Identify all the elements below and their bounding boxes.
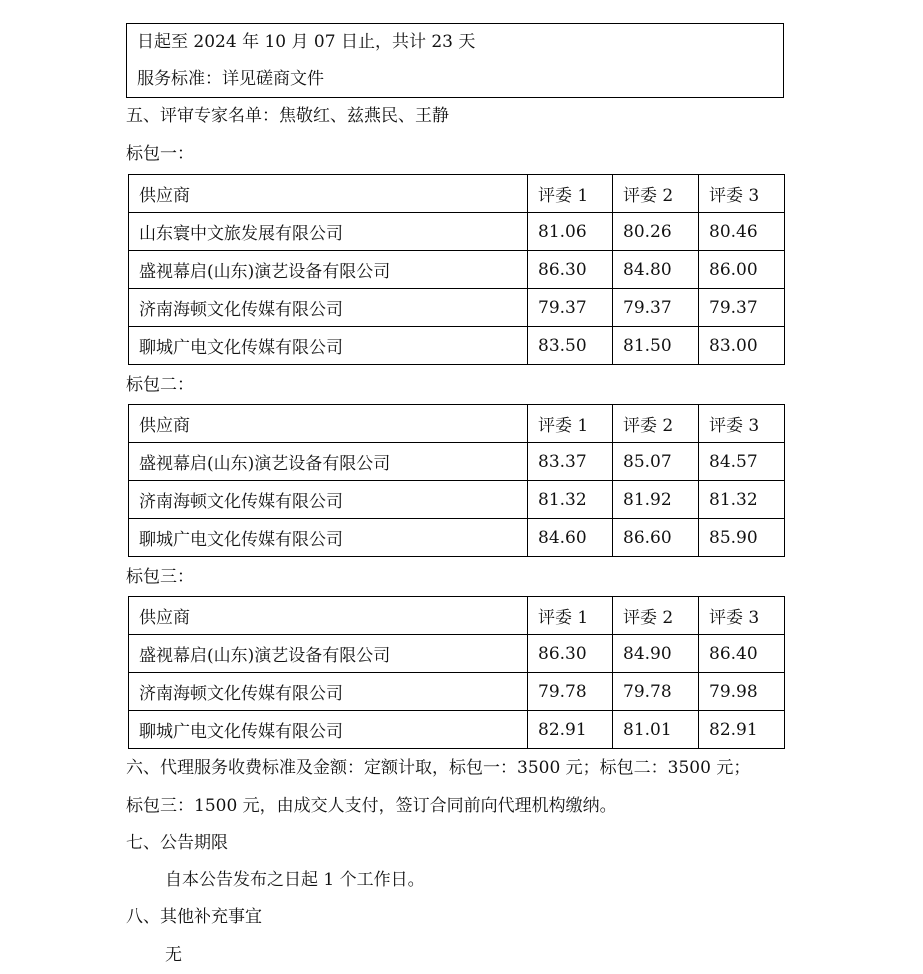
table-row: [129, 289, 785, 327]
header-cell: 供应商: [129, 405, 528, 443]
supplier-cell: 盛视幕启(山东)演艺设备有限公司: [129, 635, 528, 673]
score-cell: 83.37: [528, 443, 613, 481]
table-row: [129, 673, 785, 711]
package3-label: 标包三：: [126, 567, 194, 587]
supplier-cell: 盛视幕启(山东)演艺设备有限公司: [129, 251, 528, 289]
score-cell: 81.01: [613, 711, 699, 749]
header-cell: 评委 3: [699, 405, 785, 443]
supplier-cell: 聊城广电文化传媒有限公司: [129, 327, 528, 365]
service-standard-text: 服务标准：详见磋商文件: [137, 69, 324, 89]
score-cell: 79.98: [699, 673, 785, 711]
package1-label: 标包一：: [126, 144, 194, 164]
package2-label: 标包二：: [126, 375, 194, 395]
service-period-text: 日起至 2024 年 10 月 07 日止，共计 23 天: [137, 32, 476, 52]
score-cell: 83.00: [699, 327, 785, 365]
score-cell: 79.78: [613, 673, 699, 711]
score-cell: 80.46: [699, 213, 785, 251]
score-cell: 81.06: [528, 213, 613, 251]
section7-body: 自本公告发布之日起 1 个工作日。: [165, 870, 425, 890]
supplier-cell: 聊城广电文化传媒有限公司: [129, 711, 528, 749]
table-row: [129, 519, 785, 557]
score-cell: 79.37: [528, 289, 613, 327]
score-cell: 84.80: [613, 251, 699, 289]
score-cell: 86.40: [699, 635, 785, 673]
section6-line2: 标包三：1500 元，由成交人支付，签订合同前向代理机构缴纳。: [126, 796, 617, 816]
supplier-cell: 盛视幕启(山东)演艺设备有限公司: [129, 443, 528, 481]
package2-score-table: [128, 404, 785, 557]
header-cell: 供应商: [129, 175, 528, 213]
header-cell: 评委 1: [528, 405, 613, 443]
score-cell: 86.00: [699, 251, 785, 289]
score-cell: 81.32: [528, 481, 613, 519]
score-cell: 79.37: [613, 289, 699, 327]
section7-heading: 七、公告期限: [126, 833, 228, 853]
score-cell: 83.50: [528, 327, 613, 365]
supplier-cell: 济南海顿文化传媒有限公司: [129, 673, 528, 711]
table-row: [129, 635, 785, 673]
score-cell: 85.07: [613, 443, 699, 481]
supplier-cell: 聊城广电文化传媒有限公司: [129, 519, 528, 557]
supplier-cell: 济南海顿文化传媒有限公司: [129, 289, 528, 327]
score-cell: 81.50: [613, 327, 699, 365]
score-cell: 86.30: [528, 251, 613, 289]
table-row: [129, 251, 785, 289]
table-row: [129, 213, 785, 251]
header-cell: 评委 3: [699, 597, 785, 635]
section8-heading: 八、其他补充事宜: [126, 907, 262, 927]
table-header-row: [129, 597, 785, 635]
service-info-box: [126, 23, 784, 98]
table-row: [129, 711, 785, 749]
header-cell: 评委 2: [613, 405, 699, 443]
score-cell: 82.91: [699, 711, 785, 749]
score-cell: 84.60: [528, 519, 613, 557]
score-cell: 79.78: [528, 673, 613, 711]
score-cell: 80.26: [613, 213, 699, 251]
table-row: [129, 481, 785, 519]
header-cell: 评委 2: [613, 175, 699, 213]
score-cell: 81.92: [613, 481, 699, 519]
score-cell: 86.60: [613, 519, 699, 557]
header-cell: 评委 1: [528, 597, 613, 635]
score-cell: 84.57: [699, 443, 785, 481]
table-row: [129, 443, 785, 481]
package3-score-table: [128, 596, 785, 749]
score-cell: 85.90: [699, 519, 785, 557]
header-cell: 供应商: [129, 597, 528, 635]
score-cell: 79.37: [699, 289, 785, 327]
table-header-row: [129, 405, 785, 443]
score-cell: 81.32: [699, 481, 785, 519]
supplier-cell: 济南海顿文化传媒有限公司: [129, 481, 528, 519]
supplier-cell: 山东寰中文旅发展有限公司: [129, 213, 528, 251]
score-cell: 82.91: [528, 711, 613, 749]
score-cell: 86.30: [528, 635, 613, 673]
header-cell: 评委 2: [613, 597, 699, 635]
section6-line1: 六、代理服务收费标准及金额：定额计取，标包一：3500 元；标包二：3500 元；: [126, 758, 751, 778]
section5-heading: 五、评审专家名单：焦敬红、兹燕民、王静: [126, 106, 449, 126]
table-row: [129, 327, 785, 365]
header-cell: 评委 3: [699, 175, 785, 213]
table-header-row: [129, 175, 785, 213]
header-cell: 评委 1: [528, 175, 613, 213]
package1-score-table: [128, 174, 785, 365]
score-cell: 84.90: [613, 635, 699, 673]
section8-body: 无: [165, 945, 182, 965]
